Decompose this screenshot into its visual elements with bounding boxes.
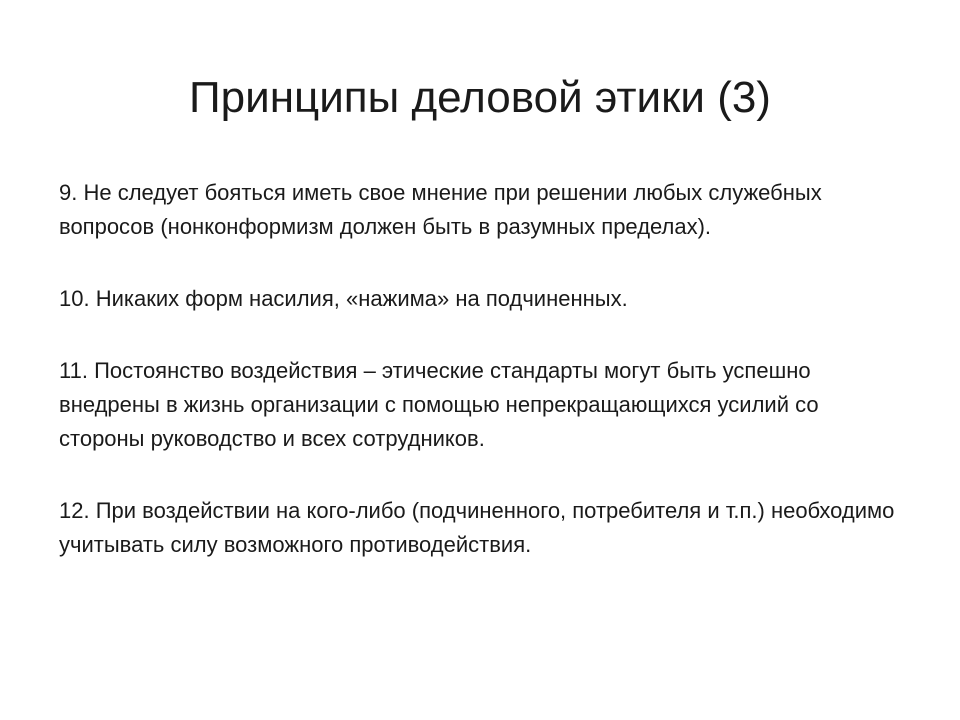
principle-9: 9. Не следует бояться иметь свое мнение при решении любых служебных вопросов (нонконформизм должен быть в разумных пределах). (59, 180, 822, 239)
slide-body (59, 176, 909, 600)
principle-12: 12. При воздействии на кого-либо (подчиненного, потребителя и т.п.) необходимо учитывать силу возможного противодействия. (59, 498, 895, 557)
principle-11: 11. Постоянство воздействия – этические стандарты могут быть успешно внедрены в жизнь организации с помощью непрекращающихся усилий со стороны руководство и всех сотрудников. (59, 358, 819, 451)
slide-title: Принципы деловой этики (3) (189, 73, 771, 122)
principle-10: 10. Никаких форм насилия, «нажима» на подчиненных. (59, 286, 628, 311)
